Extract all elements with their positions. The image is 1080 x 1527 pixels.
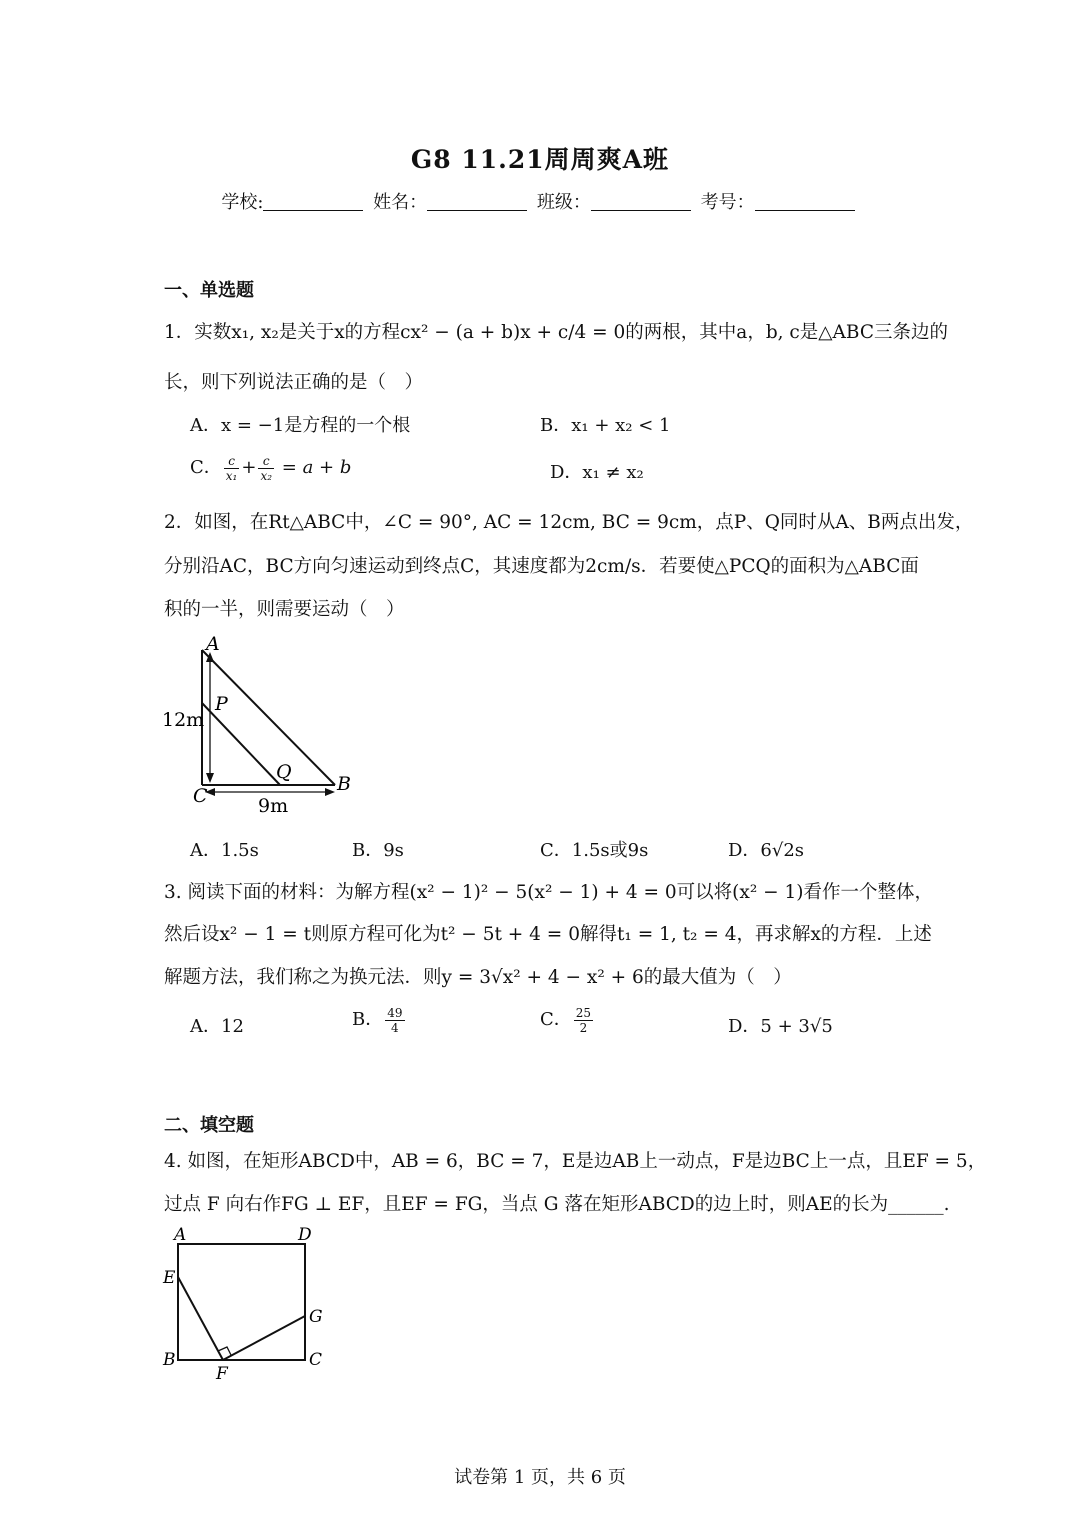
q3-option-b-label: B． (352, 1009, 384, 1030)
q3-option-d[interactable]: D．5 + 3√5 (728, 1016, 833, 1037)
label-a: A (174, 1225, 187, 1245)
q2-line3: 积的一半，则需要运动（ ） (164, 599, 405, 620)
q1-line1: 1．实数x₁, x₂是关于x的方程cx² − (a + b)x + c/4 = 0的两根，其中a，b, c是△ABC三条边的 (164, 322, 948, 343)
q1-option-c-label: C． (190, 457, 222, 478)
section-heading-fill-blank: 二、填空题 (164, 1115, 254, 1136)
q1-option-a[interactable]: A．x = −1是方程的一个根 (190, 415, 411, 436)
q4-line1: 4. 如图，在矩形ABCD中，AB = 6，BC = 7，E是边AB上一动点，F是边BC上一点，且EF = 5， (164, 1151, 987, 1172)
q3-option-c-label: C． (540, 1009, 572, 1030)
fraction-c-over-x2: $\frac{c}{\text{x₂}}$ (260, 453, 273, 483)
label-f: F (216, 1364, 228, 1382)
q3-option-a[interactable]: A．12 (190, 1016, 244, 1037)
label-12m: 12m (162, 709, 205, 731)
q2-option-a[interactable]: A．1.5s (190, 840, 259, 861)
student-info-fields (0, 188, 1080, 214)
name-label: 姓名： (373, 192, 428, 213)
q1-option-b[interactable]: B．x₁ + x₂ < 1 (540, 415, 671, 436)
q3-option-b[interactable] (352, 1005, 407, 1035)
q3-line1: 3. 阅读下面的材料：为解方程(x² − 1)² − 5(x² − 1) + 4 = 0可以将(x² − 1)看作一个整体， (164, 882, 933, 903)
q3-option-c[interactable] (540, 1005, 595, 1035)
q1-line2: 长，则下列说法正确的是（ ） (164, 372, 424, 393)
page-footer: 试卷第 1 页，共 6 页 (454, 1467, 626, 1488)
fraction-49-over-4: $\frac{49}{4}$ (387, 1005, 403, 1035)
school-label: 学校: (221, 192, 264, 213)
label-q: Q (276, 761, 292, 783)
school-blank[interactable] (263, 210, 363, 211)
q2-triangle-figure (160, 630, 360, 820)
label-b: B (337, 773, 351, 795)
page-title: G8 11.21周周爽A班 (410, 145, 670, 174)
label-c: C (193, 785, 208, 807)
q2-option-b[interactable]: B．9s (352, 840, 404, 861)
exam-number-label: 考号： (700, 192, 755, 213)
label-9m: 9m (258, 795, 289, 817)
class-blank[interactable] (591, 210, 691, 211)
exam-number-blank[interactable] (755, 210, 855, 211)
q1-option-c[interactable]: C． $\frac{c}{\text{x₁}}$ + $\frac{c}{\text{x₂}}$ = a + b (190, 453, 352, 483)
name-blank[interactable] (427, 210, 527, 211)
q2-line2: 分别沿AC，BC方向匀速运动到终点C，其速度都为2cm/s．若要使△PCQ的面积为△ABC面 (164, 556, 919, 577)
q1-option-c-tail: = a + b (281, 457, 352, 478)
q2-option-d[interactable]: D．6√2s (728, 840, 805, 861)
q1-option-d[interactable]: D．x₁ ≠ x₂ (550, 462, 644, 483)
q3-line2: 然后设x² − 1 = t则原方程可化为t² − 5t + 4 = 0解得t₁ = 1, t₂ = 4，再求解x的方程．上述 (164, 924, 932, 945)
label-g: G (309, 1307, 323, 1327)
fraction-c-over-x1: $\frac{c}{\text{x₁}}$ (225, 453, 238, 483)
label-p: P (215, 693, 228, 715)
class-label: 班级： (536, 192, 591, 213)
q4-line2: 过点 F 向右作FG ⊥ EF，且EF = FG，当点 G 落在矩形ABCD的边上时，则AE的长为______. (164, 1194, 950, 1215)
label-b: B (163, 1350, 176, 1370)
q4-rectangle-figure (160, 1222, 340, 1382)
section-heading-single-choice: 一、单选题 (164, 280, 254, 301)
label-c: C (309, 1350, 323, 1370)
q2-option-c[interactable]: C．1.5s或9s (540, 840, 649, 861)
q2-line1: 2．如图，在Rt△ABC中，∠C = 90°, AC = 12cm, BC = 9cm，点P、Q同时从A、B两点出发， (164, 512, 974, 533)
label-d: D (298, 1225, 312, 1245)
fraction-25-over-2: $\frac{25}{2}$ (575, 1005, 592, 1035)
q3-line3: 解题方法，我们称之为换元法．则y = 3√x² + 4 − x² + 6的最大值为（ ） (164, 967, 792, 988)
label-e: E (163, 1268, 176, 1288)
label-a: A (206, 633, 220, 655)
